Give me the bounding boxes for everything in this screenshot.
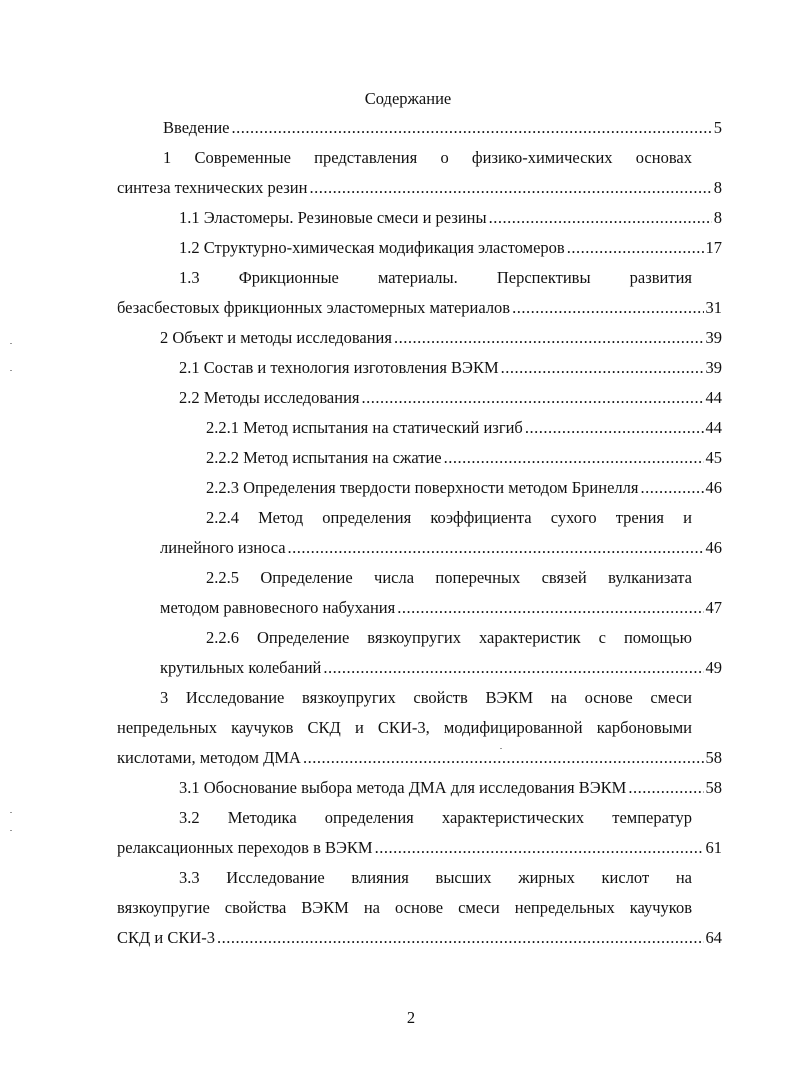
- leader-dots: [323, 653, 703, 683]
- toc-entry-first-line: 2.2.4 Метод определения коэффициента сухого трения и: [206, 508, 692, 527]
- toc-entry-3-2[interactable]: [117, 803, 722, 863]
- toc-entry-text: 2 Объект и методы исследования: [160, 328, 392, 347]
- toc-entry-first-line: 2.2.6 Определение вязкоупругих характеристик с помощью: [206, 628, 692, 647]
- page-number: 2: [406, 1008, 416, 1027]
- scan-speck: [10, 343, 12, 344]
- leader-dots: [567, 233, 704, 263]
- toc-entry-chapter-3[interactable]: [117, 683, 722, 773]
- toc-entry-2-2-3[interactable]: [206, 473, 722, 503]
- toc-entry-text: методом равновесного набухания: [160, 598, 396, 617]
- toc-entry-page: 64: [705, 928, 722, 947]
- toc-entry-1-1[interactable]: [179, 203, 722, 233]
- toc-entry-first-line: 3.2 Методика определения характеристических температур: [179, 808, 692, 827]
- toc-entry-text: безасбестовых фрикционных эластомерных материалов: [117, 298, 511, 317]
- leader-dots: [397, 593, 703, 623]
- toc-entry-page: 45: [705, 448, 722, 467]
- table-of-contents: [0, 113, 792, 953]
- toc-entry-1-2[interactable]: [179, 233, 722, 263]
- toc-entry-page: 8: [713, 178, 722, 197]
- toc-entry-text: 2.2 Методы исследования: [179, 388, 360, 407]
- toc-entry-text: крутильных колебаний: [160, 658, 322, 677]
- leader-dots: [362, 383, 704, 413]
- toc-entry-first-line: 3.3 Исследование влияния высших жирных кислот на: [179, 868, 692, 887]
- toc-entry-chapter-2[interactable]: [160, 323, 722, 353]
- leader-dots: [375, 833, 704, 863]
- toc-entry-1-3[interactable]: [117, 263, 722, 323]
- leader-dots: [288, 533, 704, 563]
- toc-entry-page: 44: [705, 388, 722, 407]
- toc-entry-text: 1.1 Эластомеры. Резиновые смеси и резины: [179, 208, 487, 227]
- toc-entry-2-2-4[interactable]: [160, 503, 722, 563]
- toc-entry-page: 58: [705, 748, 722, 767]
- toc-entry-page: 46: [705, 478, 722, 497]
- leader-dots: [501, 353, 704, 383]
- toc-entry-3-3[interactable]: [117, 863, 722, 953]
- toc-entry-page: 8: [713, 208, 722, 227]
- toc-entry-2-2-5[interactable]: [160, 563, 722, 623]
- leader-dots: [640, 473, 703, 503]
- toc-entry-3-1[interactable]: [179, 773, 722, 803]
- toc-entry-intro[interactable]: [163, 113, 722, 143]
- toc-entry-2-2-6[interactable]: [160, 623, 722, 683]
- leader-dots: [309, 173, 711, 203]
- leader-dots: [444, 443, 704, 473]
- toc-entry-chapter-1[interactable]: [117, 143, 722, 203]
- toc-entry-page: 46: [705, 538, 722, 557]
- leader-dots: [525, 413, 704, 443]
- toc-entry-first-line: 1 Современные представления о физико-химических основах: [163, 148, 692, 167]
- toc-entry-text: СКД и СКИ-3: [117, 928, 216, 947]
- toc-entry-text: Введение: [163, 118, 230, 137]
- scan-speck: [500, 748, 502, 749]
- toc-entry-text: 2.1 Состав и технология изготовления ВЭКМ: [179, 358, 499, 377]
- toc-entry-first-line: 3 Исследование вязкоупругих свойств ВЭКМ на основе смеси: [160, 688, 692, 707]
- leader-dots: [394, 323, 704, 353]
- leader-dots: [512, 293, 703, 323]
- scan-speck: [10, 812, 12, 813]
- toc-entry-page: 44: [705, 418, 722, 437]
- toc-entry-text: 3.1 Обоснование выбора метода ДМА для исследования ВЭКМ: [179, 778, 627, 797]
- toc-entry-text: 2.2.2 Метод испытания на сжатие: [206, 448, 442, 467]
- toc-entry-2-2[interactable]: [179, 383, 722, 413]
- toc-entry-page: 61: [705, 838, 722, 857]
- toc-entry-second-line: вязкоупругие свойства ВЭКМ на основе смеси непредельных каучуков: [117, 898, 692, 917]
- leader-dots: [489, 203, 712, 233]
- toc-entry-text: 1.2 Структурно-химическая модификация эластомеров: [179, 238, 565, 257]
- toc-entry-page: 31: [705, 298, 722, 317]
- toc-entry-2-2-1[interactable]: [206, 413, 722, 443]
- toc-entry-text: линейного износа: [160, 538, 286, 557]
- toc-entry-text: релаксационных переходов в ВЭКМ: [117, 838, 373, 857]
- toc-entry-page: 17: [705, 238, 722, 257]
- toc-entry-text: кислотами, методом ДМА: [117, 748, 301, 767]
- toc-entry-first-line: 2.2.5 Определение числа поперечных связей вулканизата: [206, 568, 692, 587]
- toc-entry-page: 47: [705, 598, 722, 617]
- toc-entry-page: 58: [705, 778, 722, 797]
- toc-entry-first-line: 1.3 Фрикционные материалы. Перспективы развития: [179, 268, 692, 287]
- toc-entry-page: 39: [705, 358, 722, 377]
- leader-dots: [232, 113, 712, 143]
- toc-entry-second-line: непредельных каучуков СКД и СКИ-3, модифицированной карбоновыми: [117, 718, 692, 737]
- page-title: Содержание: [364, 89, 452, 108]
- toc-entry-page: 39: [705, 328, 722, 347]
- toc-entry-text: 2.2.3 Определения твердости поверхности методом Бринелля: [206, 478, 639, 497]
- leader-dots: [303, 743, 704, 773]
- toc-entry-2-1[interactable]: [179, 353, 722, 383]
- leader-dots: [628, 773, 703, 803]
- toc-entry-2-2-2[interactable]: [206, 443, 722, 473]
- toc-entry-page: 49: [705, 658, 722, 677]
- toc-entry-text: 2.2.1 Метод испытания на статический изгиб: [206, 418, 523, 437]
- leader-dots: [217, 923, 703, 953]
- scan-speck: [10, 370, 12, 371]
- toc-entry-text: синтеза технических резин: [117, 178, 308, 197]
- toc-entry-page: 5: [713, 118, 722, 137]
- scan-speck: [10, 830, 12, 831]
